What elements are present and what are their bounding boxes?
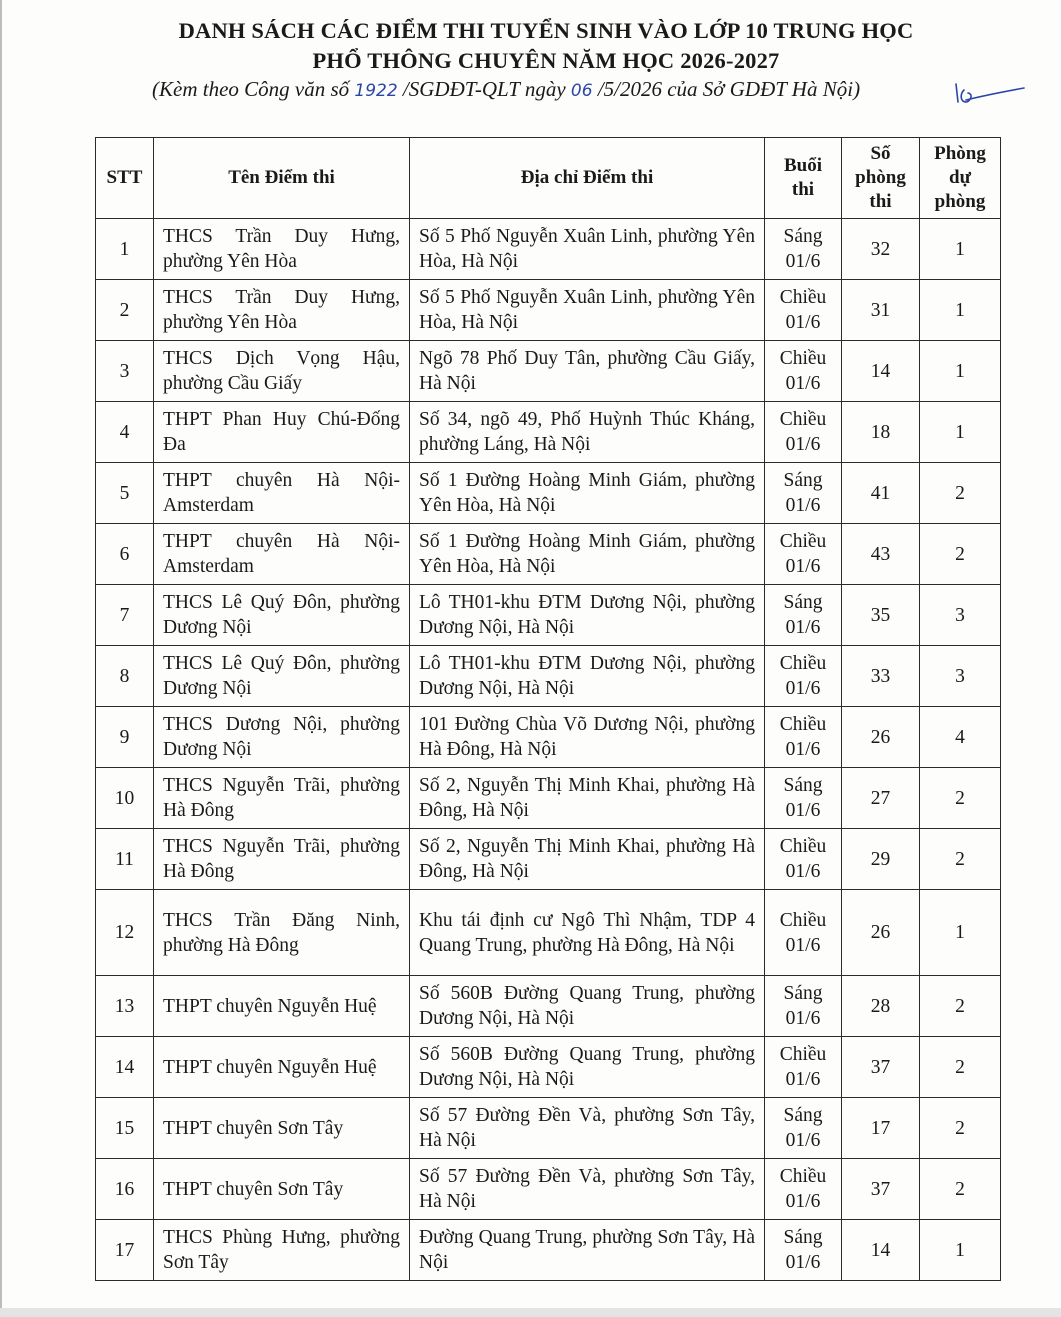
row-site-address: Số 5 Phố Nguyễn Xuân Linh, phường Yên Hòa, Hà Nội xyxy=(410,280,765,341)
table-row xyxy=(96,646,1001,707)
row-session: Chiều 01/6 xyxy=(765,524,842,585)
row-site-address: Số 2, Nguyễn Thị Minh Khai, phường Hà Đông, Hà Nội xyxy=(410,768,765,829)
row-stt: 17 xyxy=(96,1220,154,1281)
row-stt: 14 xyxy=(96,1037,154,1098)
doc-number-handwritten: 1922 xyxy=(354,81,398,101)
row-stt: 1 xyxy=(96,219,154,280)
row-stt: 16 xyxy=(96,1159,154,1220)
row-room-count: 18 xyxy=(842,402,920,463)
table-row xyxy=(96,1098,1001,1159)
row-reserve-rooms: 1 xyxy=(920,890,1001,976)
row-stt: 2 xyxy=(96,280,154,341)
row-site-name: THCS Trần Duy Hưng, phường Yên Hòa xyxy=(154,219,410,280)
row-reserve-rooms: 1 xyxy=(920,1220,1001,1281)
row-stt: 6 xyxy=(96,524,154,585)
row-site-address: Lô TH01-khu ĐTM Dương Nội, phường Dương Nội, Hà Nội xyxy=(410,585,765,646)
row-site-address: Khu tái định cư Ngô Thì Nhậm, TDP 4 Quang Trung, phường Hà Đông, Hà Nội xyxy=(410,890,765,976)
row-room-count: 14 xyxy=(842,1220,920,1281)
row-site-address: Đường Quang Trung, phường Sơn Tây, Hà Nội xyxy=(410,1220,765,1281)
row-session: Chiều 01/6 xyxy=(765,341,842,402)
row-reserve-rooms: 2 xyxy=(920,1159,1001,1220)
table-row xyxy=(96,890,1001,976)
row-site-name: THCS Lê Quý Đôn, phường Dương Nội xyxy=(154,585,410,646)
row-site-name: THPT Phan Huy Chú-Đống Đa xyxy=(154,402,410,463)
exam-sites-table xyxy=(95,137,1001,1281)
row-site-name: THPT chuyên Hà Nội-Amsterdam xyxy=(154,524,410,585)
row-room-count: 27 xyxy=(842,768,920,829)
row-reserve-rooms: 4 xyxy=(920,707,1001,768)
row-room-count: 43 xyxy=(842,524,920,585)
row-site-name: THCS Nguyễn Trãi, phường Hà Đông xyxy=(154,829,410,890)
row-room-count: 26 xyxy=(842,707,920,768)
row-room-count: 26 xyxy=(842,890,920,976)
row-stt: 12 xyxy=(96,890,154,976)
row-reserve-rooms: 1 xyxy=(920,402,1001,463)
row-reserve-rooms: 2 xyxy=(920,463,1001,524)
table-row xyxy=(96,768,1001,829)
row-site-name: THPT chuyên Sơn Tây xyxy=(154,1159,410,1220)
table-row xyxy=(96,341,1001,402)
row-site-name: THCS Trần Đăng Ninh, phường Hà Đông xyxy=(154,890,410,976)
header-session: Buổi thi xyxy=(765,138,842,219)
row-site-name: THPT chuyên Sơn Tây xyxy=(154,1098,410,1159)
row-reserve-rooms: 3 xyxy=(920,585,1001,646)
row-room-count: 37 xyxy=(842,1159,920,1220)
row-site-address: Số 5 Phố Nguyễn Xuân Linh, phường Yên Hòa, Hà Nội xyxy=(410,219,765,280)
row-room-count: 14 xyxy=(842,341,920,402)
row-session: Chiều 01/6 xyxy=(765,646,842,707)
row-site-address: Lô TH01-khu ĐTM Dương Nội, phường Dương Nội, Hà Nội xyxy=(410,646,765,707)
row-stt: 3 xyxy=(96,341,154,402)
table-row xyxy=(96,1159,1001,1220)
row-stt: 8 xyxy=(96,646,154,707)
row-session: Chiều 01/6 xyxy=(765,402,842,463)
table-row xyxy=(96,585,1001,646)
row-session: Sáng 01/6 xyxy=(765,976,842,1037)
row-site-address: Số 34, ngõ 49, Phố Huỳnh Thúc Kháng, phường Láng, Hà Nội xyxy=(410,402,765,463)
row-stt: 10 xyxy=(96,768,154,829)
table-body xyxy=(96,219,1001,1281)
row-reserve-rooms: 1 xyxy=(920,341,1001,402)
row-reserve-rooms: 1 xyxy=(920,219,1001,280)
row-session: Chiều 01/6 xyxy=(765,1159,842,1220)
row-site-address: Số 560B Đường Quang Trung, phường Dương Nội, Hà Nội xyxy=(410,976,765,1037)
table-row xyxy=(96,280,1001,341)
row-room-count: 28 xyxy=(842,976,920,1037)
row-site-name: THCS Lê Quý Đôn, phường Dương Nội xyxy=(154,646,410,707)
row-stt: 7 xyxy=(96,585,154,646)
header-stt: STT xyxy=(96,138,154,219)
row-site-name: THPT chuyên Hà Nội-Amsterdam xyxy=(154,463,410,524)
row-stt: 9 xyxy=(96,707,154,768)
row-session: Sáng 01/6 xyxy=(765,463,842,524)
row-site-name: THPT chuyên Nguyễn Huệ xyxy=(154,1037,410,1098)
row-reserve-rooms: 2 xyxy=(920,524,1001,585)
table-row xyxy=(96,402,1001,463)
row-site-name: THCS Dương Nội, phường Dương Nội xyxy=(154,707,410,768)
row-site-name: THCS Dịch Vọng Hậu, phường Cầu Giấy xyxy=(154,341,410,402)
subtitle-mid: /SGDĐT-QLT ngày xyxy=(402,77,566,101)
row-session: Chiều 01/6 xyxy=(765,890,842,976)
table-row xyxy=(96,219,1001,280)
row-stt: 4 xyxy=(96,402,154,463)
row-stt: 15 xyxy=(96,1098,154,1159)
row-stt: 13 xyxy=(96,976,154,1037)
table-row xyxy=(96,524,1001,585)
document-title-line2: PHỔ THÔNG CHUYÊN NĂM HỌC 2026-2027 xyxy=(312,48,780,73)
row-room-count: 32 xyxy=(842,219,920,280)
row-session: Chiều 01/6 xyxy=(765,707,842,768)
row-site-address: Số 1 Đường Hoàng Minh Giám, phường Yên Hòa, Hà Nội xyxy=(410,463,765,524)
row-stt: 5 xyxy=(96,463,154,524)
row-site-address: Số 1 Đường Hoàng Minh Giám, phường Yên Hòa, Hà Nội xyxy=(410,524,765,585)
row-reserve-rooms: 2 xyxy=(920,1037,1001,1098)
row-room-count: 37 xyxy=(842,1037,920,1098)
table-row xyxy=(96,976,1001,1037)
row-reserve-rooms: 1 xyxy=(920,280,1001,341)
table-row xyxy=(96,829,1001,890)
table-row xyxy=(96,707,1001,768)
row-site-address: Số 57 Đường Đền Và, phường Sơn Tây, Hà Nội xyxy=(410,1098,765,1159)
row-session: Chiều 01/6 xyxy=(765,829,842,890)
table-row xyxy=(96,463,1001,524)
row-session: Sáng 01/6 xyxy=(765,585,842,646)
row-reserve-rooms: 3 xyxy=(920,646,1001,707)
header-name: Tên Điểm thi xyxy=(154,138,410,219)
header-reserve: Phòng dự phòng xyxy=(920,138,1001,219)
row-session: Sáng 01/6 xyxy=(765,768,842,829)
row-session: Chiều 01/6 xyxy=(765,1037,842,1098)
row-site-address: Số 57 Đường Đền Và, phường Sơn Tây, Hà Nội xyxy=(410,1159,765,1220)
row-room-count: 17 xyxy=(842,1098,920,1159)
row-room-count: 35 xyxy=(842,585,920,646)
page-bottom-edge xyxy=(0,1308,1061,1317)
row-stt: 11 xyxy=(96,829,154,890)
row-site-name: THCS Trần Duy Hưng, phường Yên Hòa xyxy=(154,280,410,341)
row-site-address: 101 Đường Chùa Võ Dương Nội, phường Hà Đông, Hà Nội xyxy=(410,707,765,768)
row-reserve-rooms: 2 xyxy=(920,976,1001,1037)
row-site-address: Số 2, Nguyễn Thị Minh Khai, phường Hà Đông, Hà Nội xyxy=(410,829,765,890)
row-site-name: THCS Phùng Hưng, phường Sơn Tây xyxy=(154,1220,410,1281)
row-reserve-rooms: 2 xyxy=(920,1098,1001,1159)
row-site-name: THPT chuyên Nguyễn Huệ xyxy=(154,976,410,1037)
row-room-count: 33 xyxy=(842,646,920,707)
row-session: Sáng 01/6 xyxy=(765,219,842,280)
row-reserve-rooms: 2 xyxy=(920,829,1001,890)
row-site-address: Ngõ 78 Phố Duy Tân, phường Cầu Giấy, Hà Nội xyxy=(410,341,765,402)
row-session: Sáng 01/6 xyxy=(765,1098,842,1159)
doc-day-handwritten: 06 xyxy=(570,81,593,101)
document-title-line1: DANH SÁCH CÁC ĐIỂM THI TUYỂN SINH VÀO LỚP 10 TRUNG HỌC xyxy=(178,18,914,43)
table-header-row xyxy=(96,138,1001,219)
table-row xyxy=(96,1037,1001,1098)
handwritten-initial-mark-icon xyxy=(952,80,1027,110)
row-room-count: 29 xyxy=(842,829,920,890)
row-room-count: 41 xyxy=(842,463,920,524)
row-session: Chiều 01/6 xyxy=(765,280,842,341)
subtitle-prefix: (Kèm theo Công văn số xyxy=(152,77,350,101)
table-row xyxy=(96,1220,1001,1281)
header-address: Địa chỉ Điểm thi xyxy=(410,138,765,219)
row-site-name: THCS Nguyễn Trãi, phường Hà Đông xyxy=(154,768,410,829)
subtitle-suffix: /5/2026 của Sở GDĐT Hà Nội) xyxy=(597,77,861,101)
row-reserve-rooms: 2 xyxy=(920,768,1001,829)
header-rooms: Số phòng thi xyxy=(842,138,920,219)
row-site-address: Số 560B Đường Quang Trung, phường Dương Nội, Hà Nội xyxy=(410,1037,765,1098)
document-subtitle xyxy=(152,74,1032,106)
row-session: Sáng 01/6 xyxy=(765,1220,842,1281)
row-room-count: 31 xyxy=(842,280,920,341)
